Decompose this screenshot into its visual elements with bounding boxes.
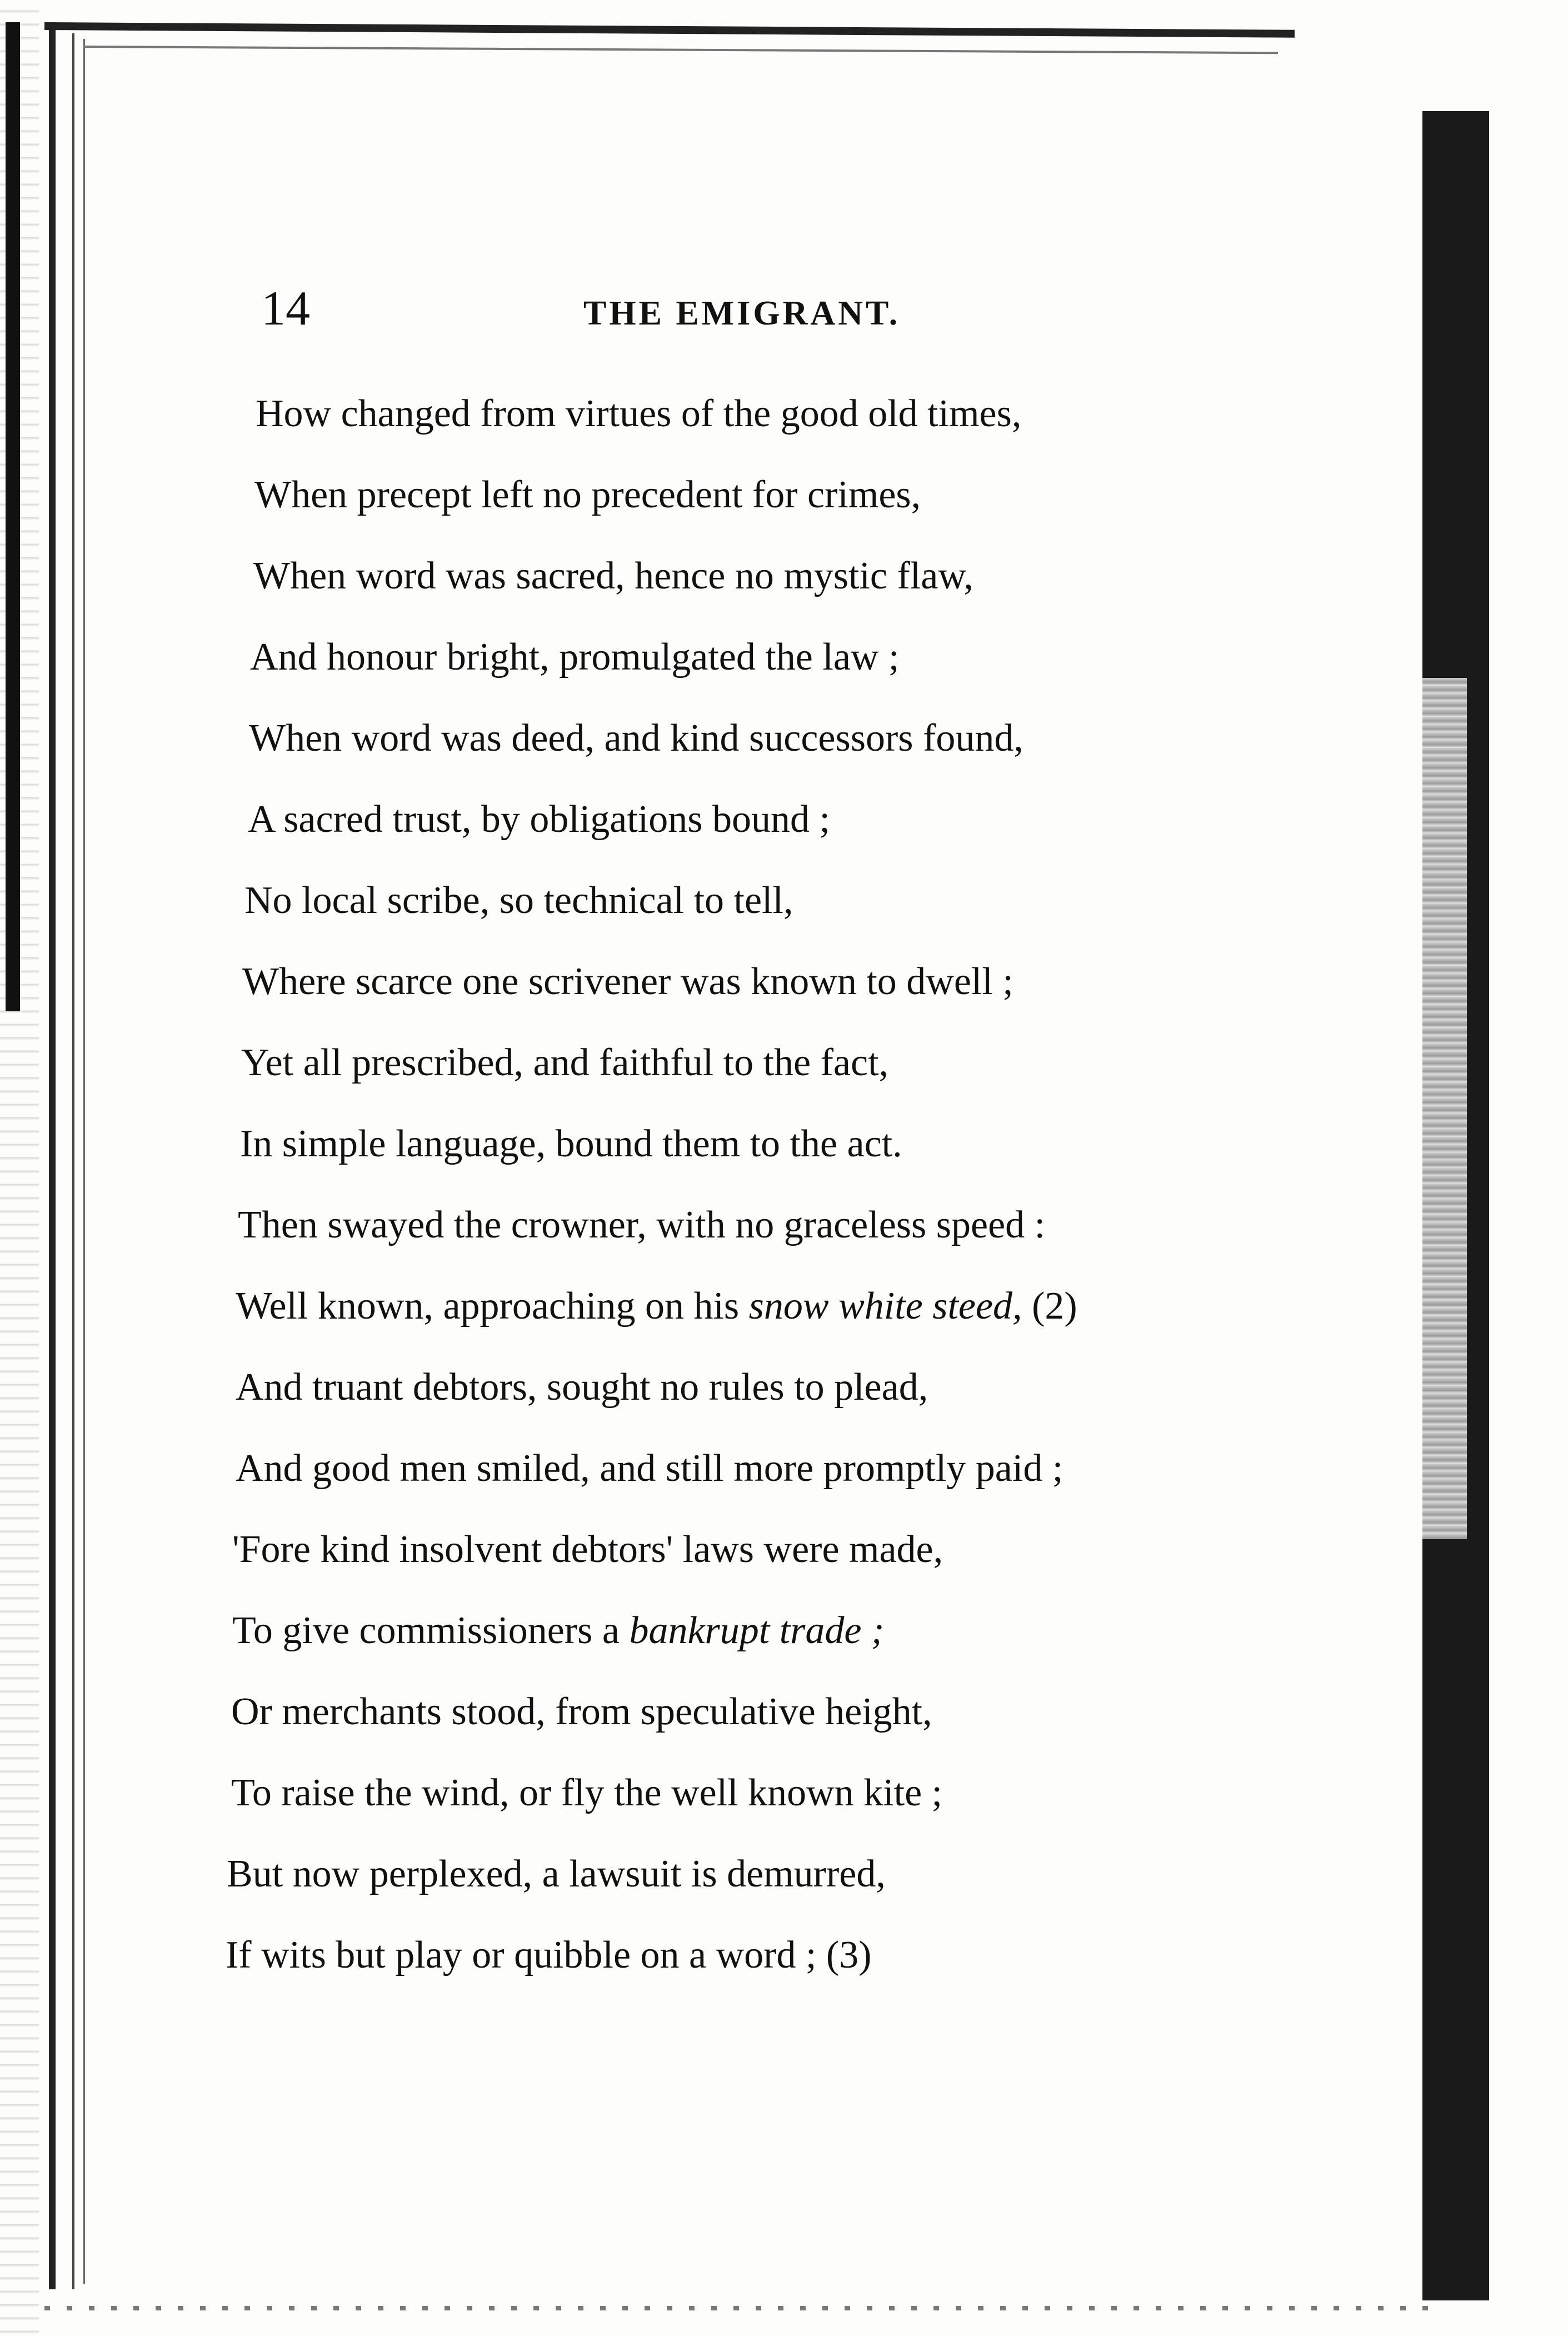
verse-line	[236, 1281, 1077, 1331]
page-border-left-inner-2	[83, 39, 85, 2284]
verse-line: To raise the wind, or fly the well known kite ;	[231, 1771, 943, 1814]
page-number: 14	[261, 282, 310, 336]
verse-line: But now perplexed, a lawsuit is demurred,	[227, 1853, 886, 1895]
verse-line	[232, 1606, 884, 1656]
binding-shadow	[6, 22, 20, 1011]
verse-line-text: To give commissioners a	[232, 1609, 630, 1652]
verse-line: When word was deed, and kind successors found,	[249, 717, 1023, 760]
page-border-left-inner	[72, 33, 74, 2289]
verse-line: In simple language, bound them to the act.	[240, 1122, 902, 1165]
verse-line: No local scribe, so technical to tell,	[244, 879, 793, 922]
verse-line: If wits but play or quibble on a word ; (3)	[226, 1934, 872, 1976]
page-border-top-inner	[83, 46, 1278, 54]
page-border-left	[49, 22, 56, 2289]
page-edge-right-worn	[1422, 678, 1467, 1539]
page-border-top	[44, 22, 1295, 38]
verse-line: Then swayed the crowner, with no graceless speed :	[238, 1204, 1046, 1246]
verse-line: And honour bright, promulgated the law ;	[250, 636, 900, 678]
verse-line-italic: bankrupt trade ;	[629, 1609, 885, 1652]
verse-line-text: Well known, approaching on his	[236, 1285, 749, 1327]
verse-line: A sacred trust, by obligations bound ;	[248, 798, 830, 841]
verse-line: 'Fore kind insolvent debtors' laws were made,	[232, 1528, 943, 1571]
verse-line: Or merchants stood, from speculative height,	[231, 1690, 932, 1733]
page-header	[0, 278, 1568, 345]
verse-line: And truant debtors, sought no rules to plead,	[236, 1366, 928, 1409]
verse-line: And good men smiled, and still more promptly paid ;	[236, 1447, 1063, 1490]
verse-line: Yet all prescribed, and faithful to the fact,	[241, 1041, 889, 1084]
page-edge-bottom	[44, 2306, 1434, 2310]
verse-line: When word was sacred, hence no mystic flaw,	[253, 555, 973, 597]
verse-line: How changed from virtues of the good old times,	[256, 392, 1022, 435]
footnote-ref: (2)	[1022, 1285, 1077, 1327]
verse-line: Where scarce one scrivener was known to dwell ;	[242, 960, 1013, 1003]
verse-line: When precept left no precedent for crimes,	[254, 473, 921, 516]
running-title: THE EMIGRANT.	[583, 295, 901, 332]
verse-line-italic: snow white steed,	[748, 1285, 1022, 1327]
